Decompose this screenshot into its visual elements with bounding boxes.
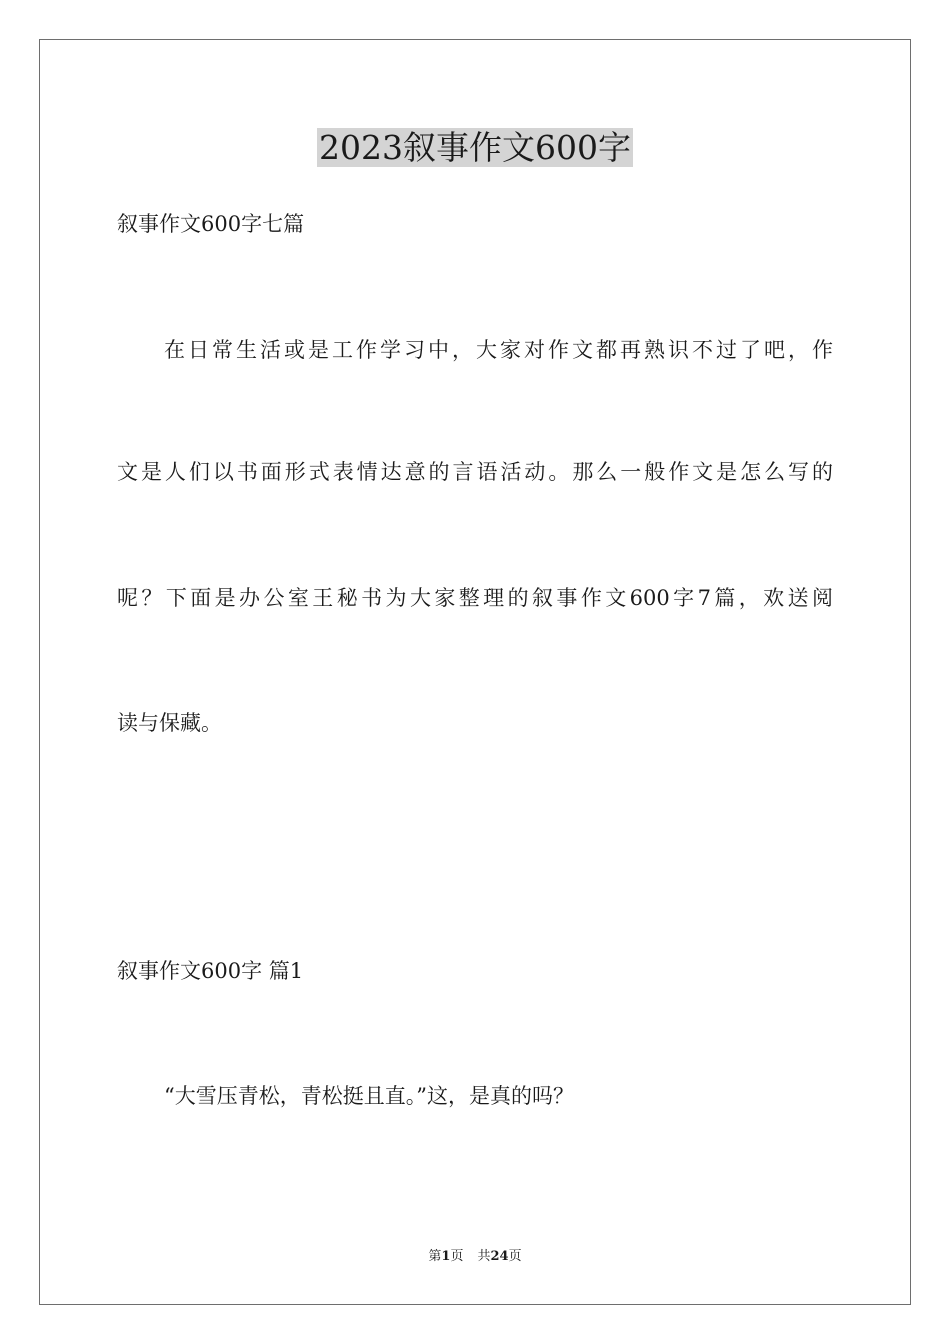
- intro-line-2: 文是人们以书面形式表情达意的言语活动。那么一般作文是怎么写的: [117, 460, 833, 484]
- page-prefix: 第: [428, 1249, 442, 1264]
- section-heading: 叙事作文600字 篇1: [117, 959, 304, 983]
- total-prefix: 共: [477, 1249, 491, 1264]
- intro-line-3: 呢？下面是办公室王秘书为大家整理的叙事作文600字7篇，欢送阅: [117, 586, 833, 610]
- page-footer: [0, 1248, 950, 1266]
- total-pages: 24: [490, 1249, 509, 1264]
- page-suffix: 页: [450, 1249, 464, 1264]
- document-subtitle: 叙事作文600字七篇: [117, 212, 305, 236]
- page-number: 1: [441, 1249, 451, 1264]
- total-suffix: 页: [508, 1249, 522, 1264]
- section-first-line: “大雪压青松，青松挺且直。”这，是真的吗？: [164, 1084, 574, 1108]
- intro-line-4: 读与保藏。: [117, 711, 222, 735]
- intro-line-1: 在日常生活或是工作学习中，大家对作文都再熟识不过了吧，作: [164, 338, 833, 362]
- document-title: [0, 126, 950, 170]
- document-title-text: 2023叙事作文600字: [319, 128, 631, 167]
